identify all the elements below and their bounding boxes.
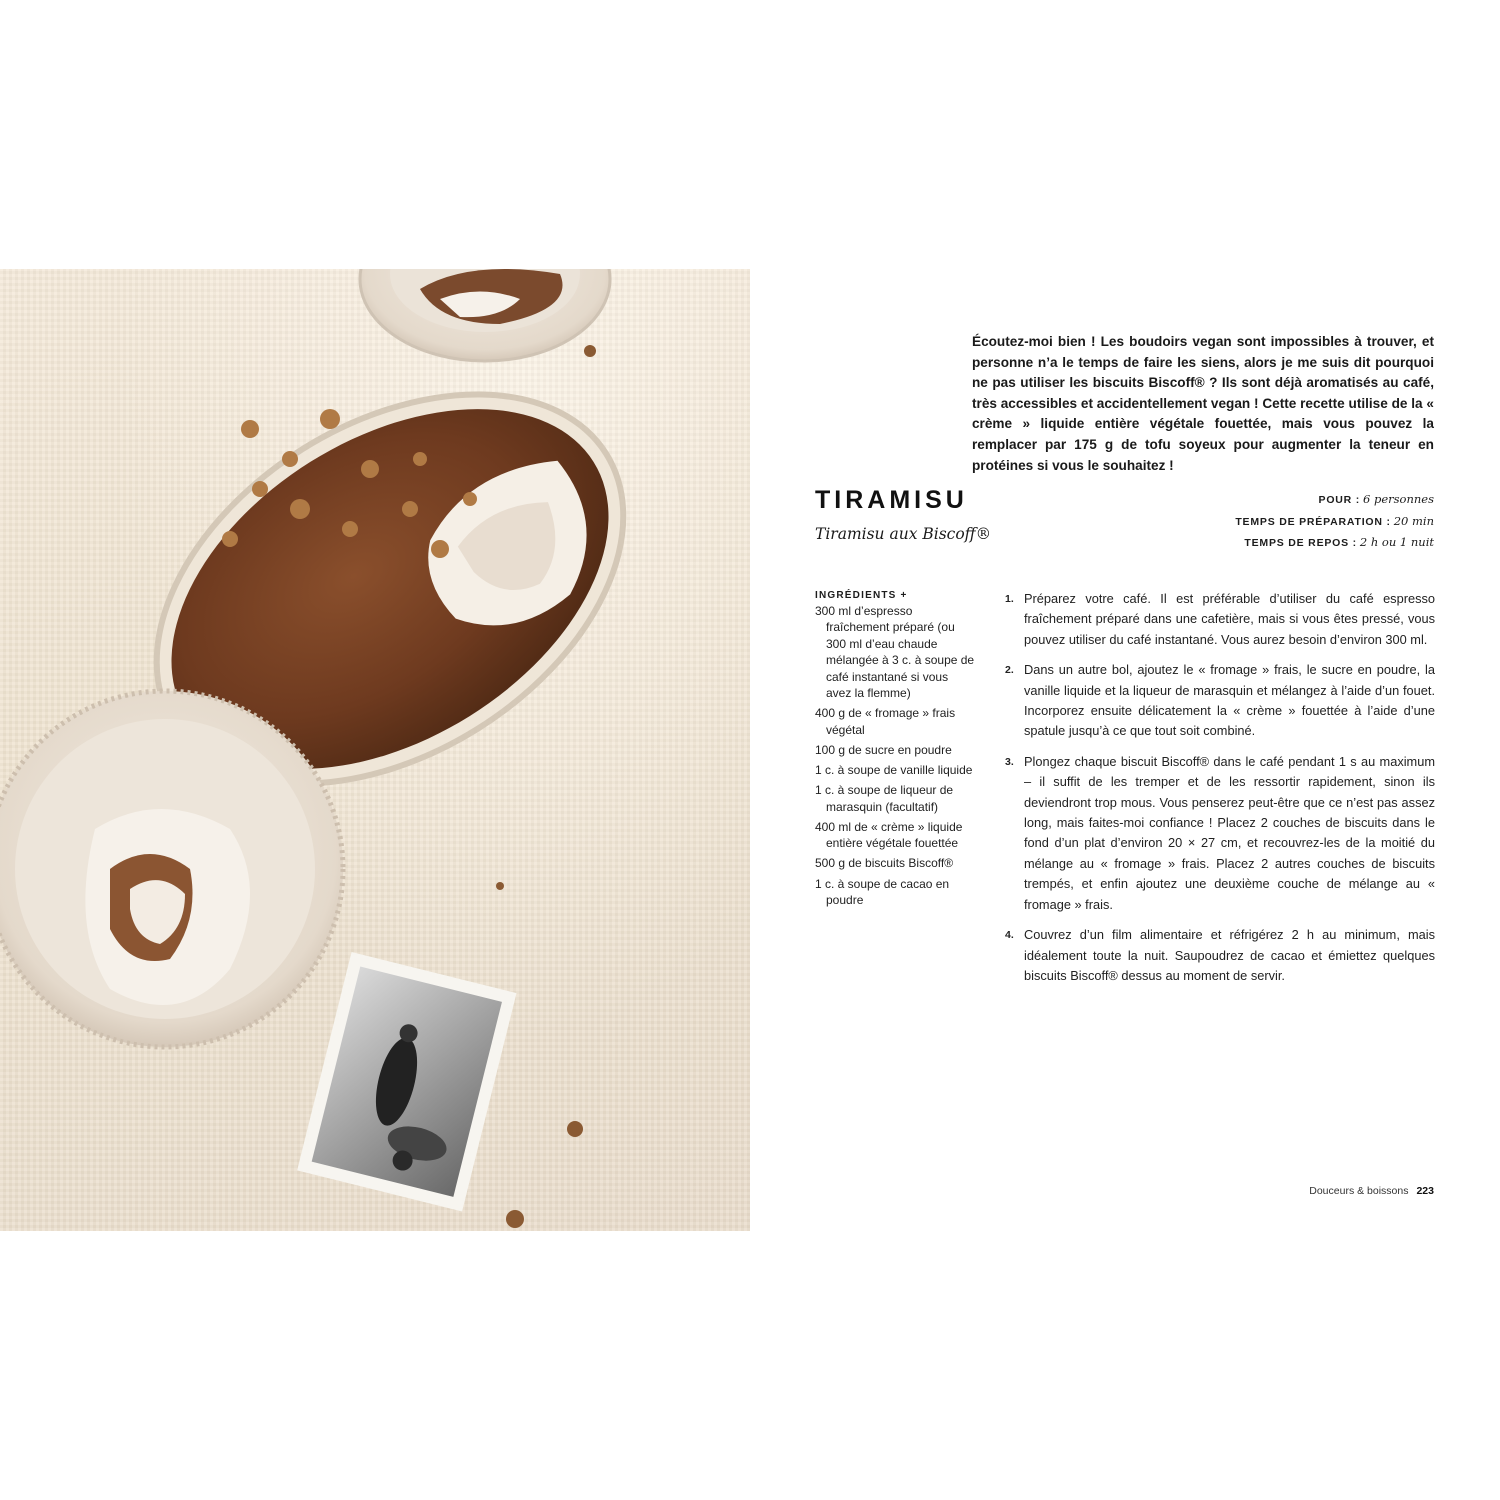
- intro-paragraph: Écoutez-moi bien ! Les boudoirs vegan sont impossibles à trouver, et personne n’a le temps de faire les siens, alors je me suis dit pourquoi ne pas utiliser les biscuits Biscoff® ? Ils sont déjà aromatisés au café, très accessibles et accidentellement vegan ! Cette recette utilise de la « crème » liquide entière végétale fouettée, mais vous pouvez la remplacer par 175 g de tofu soyeux pour augmenter la teneur en protéines si vous le souhaitez !: [972, 334, 1434, 473]
- page-footer: [1309, 1185, 1434, 1197]
- prep-row: [1235, 511, 1434, 533]
- recipe-title: TIRAMISU: [815, 486, 968, 514]
- ingredient-item: 1 c. à soupe de cacao en poudre: [815, 876, 950, 908]
- ingredients-heading: INGRÉDIENTS +: [815, 590, 908, 601]
- serves-row: [1235, 489, 1434, 511]
- prep-label: TEMPS DE PRÉPARATION :: [1235, 515, 1391, 528]
- step-text: Couvrez d’un film alimentaire et réfrigérez 2 h au minimum, mais idéalement toute la nuit. Saupoudrez de cacao et émiettez quelques biscuits Biscoff® dessus au moment de servir.: [1024, 927, 1435, 983]
- ingredient-item: 100 g de sucre en poudre: [815, 742, 952, 757]
- ingredient-item: 500 g de biscuits Biscoff®: [815, 856, 954, 871]
- method-step: [1005, 589, 1435, 650]
- step-number: 3.: [1005, 755, 1014, 768]
- recipe-photo: [0, 269, 750, 1231]
- step-text: Préparez votre café. Il est préférable d’utiliser du café espresso fraîchement préparé dans une cafetière, mais si vous êtes pressé, vous pouvez utiliser du café instantané. Vous aurez besoin d’environ 300 ml.: [1024, 591, 1435, 647]
- ingredient-item: 300 ml d’espresso fraîchement préparé (ou 300 ml d’eau chaude mélangée à 3 c. à soupe de café instantané si vous avez la flemme): [815, 604, 975, 701]
- method-step: [1005, 925, 1435, 986]
- ingredient-item: 400 g de « fromage » frais végétal: [815, 706, 956, 737]
- prep-value: 20 min: [1393, 513, 1434, 528]
- ingredients-list: [815, 590, 975, 912]
- page-number: 223: [1416, 1185, 1434, 1197]
- step-text: Plongez chaque biscuit Biscoff® dans le café pendant 1 s au maximum – il suffit de les tremper et de les ressortir rapidement, sinon ils deviendront trop mous. Vous penserez peut-être que ce n’est pas assez long, mais faites-moi confiance ! Placez 2 couches de biscuits dans le fond d’un plat d’environ 20 × 27 cm, et recouvrez-les de la moitié du mélange au « fromage » frais. Placez 2 autres couches de biscuits trempés, et enfin ajoutez une deuxième couche de mélange au « fromage » frais.: [1024, 753, 1435, 912]
- step-number: 1.: [1005, 593, 1014, 605]
- step-text: Dans un autre bol, ajoutez le « fromage » frais, le sucre en poudre, la vanille liquide et la liqueur de marasquin et mélangez à l’aide d’un fouet. Incorporez ensuite délicatement la « crème » fouettée à l’aide d’une spatule jusqu’à ce que tout soit combiné.: [1024, 662, 1435, 739]
- ingredient-item: 1 c. à soupe de vanille liquide: [815, 763, 973, 778]
- recipe-meta: [1235, 489, 1434, 554]
- rest-label: TEMPS DE REPOS :: [1244, 537, 1357, 549]
- step-number: 4.: [1005, 929, 1014, 942]
- method-steps: [1005, 589, 1435, 996]
- serving-bowl: [0, 691, 343, 1047]
- small-bowl-top: [360, 269, 610, 361]
- serves-label: POUR :: [1318, 494, 1361, 506]
- recipe-subtitle: Tiramisu aux Biscoff®: [815, 525, 992, 543]
- step-number: 2.: [1005, 664, 1014, 677]
- section-name: Douceurs & boissons: [1309, 1185, 1409, 1197]
- ingredient-item: 400 ml de « crème » liquide entière végétale fouettée: [815, 819, 963, 851]
- method-step: [1005, 752, 1435, 915]
- serves-value: 6 personnes: [1363, 492, 1434, 506]
- vintage-photo: [297, 952, 516, 1211]
- rest-row: [1235, 532, 1434, 554]
- food-photo-icon: [0, 269, 750, 1231]
- ingredient-item: 1 c. à soupe de liqueur de marasquin (facultatif): [815, 783, 954, 814]
- method-step: [1005, 660, 1435, 742]
- rest-value: 2 h ou 1 nuit: [1359, 535, 1434, 549]
